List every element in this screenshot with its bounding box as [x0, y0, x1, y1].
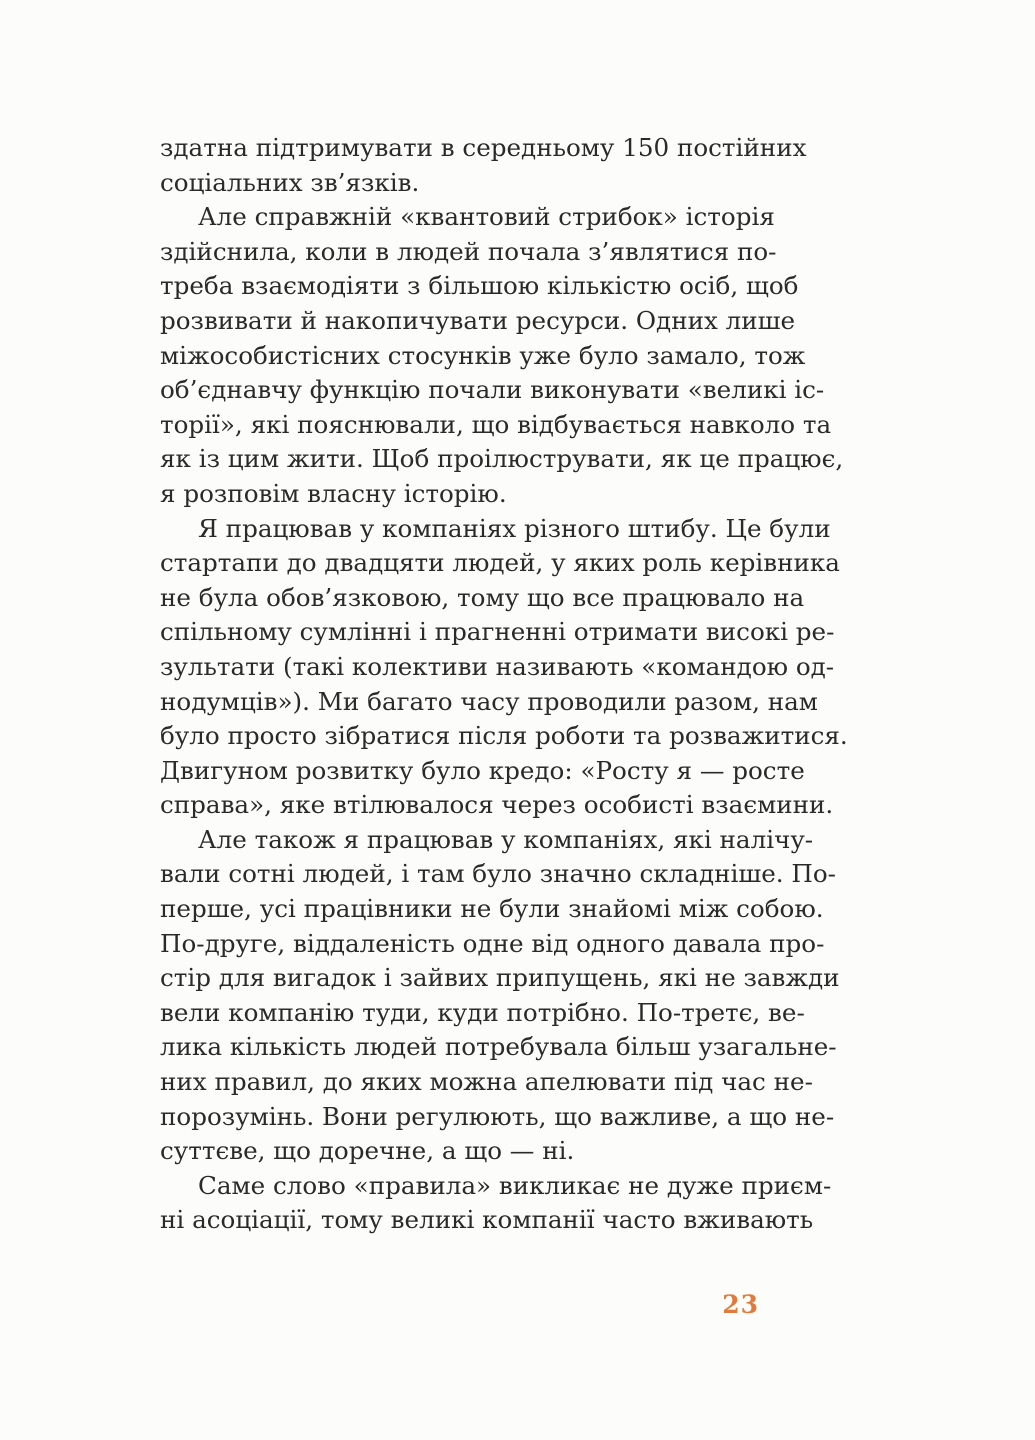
body-text: [160, 131, 848, 1238]
text-line: справа», яке втілювалося через особисті взаємини.: [160, 790, 834, 820]
text-line: Двигуном розвитку було кредо: «Росту я — росте: [160, 755, 805, 785]
text-line: вали сотні людей, і там було значно складніше. По-: [160, 859, 836, 889]
text-line: об’єднавчу функцію почали виконувати «великі іс-: [160, 375, 825, 405]
text-line: як із цим жити. Щоб проілюструвати, як це працює,: [160, 444, 844, 474]
text-line: По-друге, віддаленість одне від одного давала про-: [160, 928, 825, 958]
text-line: нодумців»). Ми багато часу проводили разом, нам: [160, 686, 818, 716]
text-line: вели компанію туди, куди потрібно. По-третє, ве-: [160, 997, 805, 1027]
page-number: 23: [722, 1290, 759, 1319]
text-line: треба взаємодіяти з більшою кількістю осіб, щоб: [160, 271, 799, 301]
text-line: порозумінь. Вони регулюють, що важливе, а що не-: [160, 1101, 835, 1131]
text-line: стір для вигадок і зайвих припущень, які не завжди: [160, 963, 840, 993]
text-line: міжособистісних стосунків уже було замало, тож: [160, 340, 806, 370]
text-line: торії», які пояснювали, що відбувається навколо та: [160, 409, 832, 439]
text-line: було просто зібратися після роботи та розважитися.: [160, 721, 848, 751]
text-line: здійснила, коли в людей почала з’являтися по-: [160, 236, 777, 266]
text-line: них правил, до яких можна апелювати під час не-: [160, 1067, 813, 1097]
paragraph-first-line: Але справжній «квантовий стрибок» історія: [198, 202, 775, 232]
text-line: не була обов’язковою, тому що все працювало на: [160, 582, 805, 612]
text-line: я розповім власну історію.: [160, 478, 507, 508]
paragraph-first-line: Саме слово «правила» викликає не дуже приєм-: [198, 1170, 832, 1200]
text-line: суттєве, що доречне, а що — ні.: [160, 1136, 575, 1166]
text-line: лика кількість людей потребувала більш узагальне-: [160, 1032, 837, 1062]
text-line: соціальних зв’язків.: [160, 167, 420, 197]
text-line: зультати (такі колективи називають «командою од-: [160, 651, 835, 681]
paragraph-first-line: Я працював у компаніях різного штибу. Це були: [198, 513, 831, 543]
text-line: розвивати й накопичувати ресурси. Одних лише: [160, 305, 796, 335]
text-line: здатна підтримувати в середньому 150 постійних: [160, 133, 807, 162]
paragraph-first-line: Але також я працював у компаніях, які налічу-: [198, 824, 814, 854]
text-line: спільному сумлінні і прагненні отримати високі ре-: [160, 617, 835, 647]
text-line: ні асоціації, тому великі компанії часто вживають: [160, 1205, 814, 1235]
text-line: стартапи до двадцяти людей, у яких роль керівника: [160, 548, 840, 578]
text-line: перше, усі працівники не були знайомі між собою.: [160, 894, 824, 924]
